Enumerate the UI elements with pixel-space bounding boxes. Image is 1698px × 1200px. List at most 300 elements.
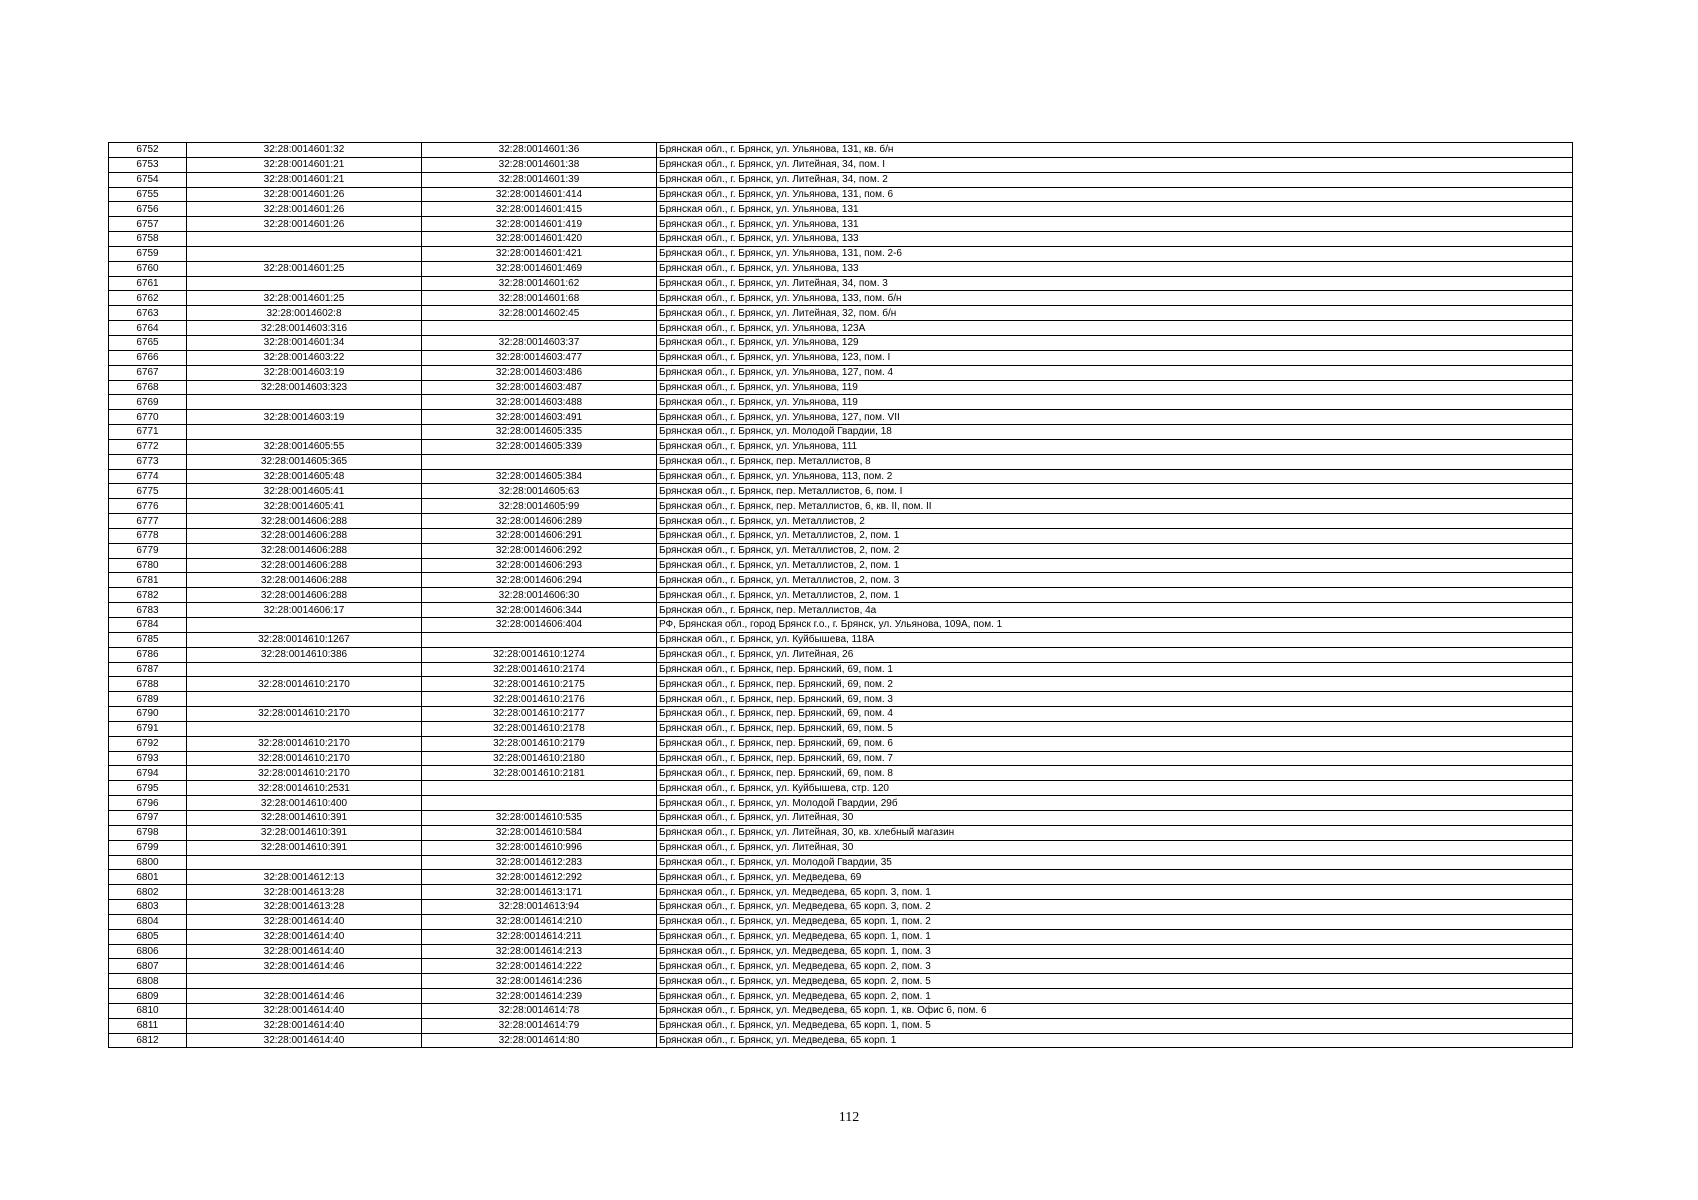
parent-cadastral-number-cell: 32:28:0014603:323 [187, 380, 422, 395]
row-number-cell: 6752 [109, 143, 187, 158]
address-cell: Брянская обл., г. Брянск, ул. Ульянова, 129 [657, 335, 1573, 350]
table-row [109, 143, 1573, 158]
table-row [109, 380, 1573, 395]
cadastral-number-cell: 32:28:0014601:68 [422, 291, 657, 306]
cadastral-number-cell: 32:28:0014605:384 [422, 469, 657, 484]
row-number-cell: 6788 [109, 677, 187, 692]
address-cell: Брянская обл., г. Брянск, ул. Ульянова, 123, пом. I [657, 350, 1573, 365]
table-row [109, 825, 1573, 840]
row-number-cell: 6803 [109, 900, 187, 915]
table-row [109, 796, 1573, 811]
row-number-cell: 6758 [109, 232, 187, 247]
cadastral-number-cell: 32:28:0014605:335 [422, 425, 657, 440]
cadastral-number-cell: 32:28:0014610:2176 [422, 692, 657, 707]
table-row [109, 291, 1573, 306]
table-row [109, 454, 1573, 469]
address-cell: Брянская обл., г. Брянск, пер. Брянский, 69, пом. 7 [657, 751, 1573, 766]
row-number-cell: 6754 [109, 172, 187, 187]
table-row [109, 870, 1573, 885]
parent-cadastral-number-cell: 32:28:0014614:40 [187, 1003, 422, 1018]
parent-cadastral-number-cell: 32:28:0014610:2170 [187, 766, 422, 781]
address-cell: Брянская обл., г. Брянск, ул. Медведева, 65 корп. 1, пом. 5 [657, 1018, 1573, 1033]
row-number-cell: 6776 [109, 499, 187, 514]
cadastral-number-cell: 32:28:0014610:2174 [422, 662, 657, 677]
parent-cadastral-number-cell: 32:28:0014610:391 [187, 840, 422, 855]
row-number-cell: 6798 [109, 825, 187, 840]
row-number-cell: 6812 [109, 1033, 187, 1048]
table-row [109, 751, 1573, 766]
row-number-cell: 6768 [109, 380, 187, 395]
table-row [109, 618, 1573, 633]
address-cell: Брянская обл., г. Брянск, ул. Медведева, 65 корп. 1 [657, 1033, 1573, 1048]
table-row [109, 425, 1573, 440]
parent-cadastral-number-cell: 32:28:0014601:25 [187, 291, 422, 306]
address-cell: Брянская обл., г. Брянск, ул. Литейная, 30 [657, 810, 1573, 825]
cadastral-number-cell: 32:28:0014610:2175 [422, 677, 657, 692]
table-row [109, 261, 1573, 276]
address-cell: Брянская обл., г. Брянск, ул. Медведева, 65 корп. 2, пом. 1 [657, 989, 1573, 1004]
address-cell: Брянская обл., г. Брянск, ул. Ульянова, 133 [657, 232, 1573, 247]
cadastral-number-cell: 32:28:0014612:283 [422, 855, 657, 870]
cadastral-number-cell [422, 454, 657, 469]
table-row [109, 632, 1573, 647]
table-row [109, 974, 1573, 989]
table-row [109, 647, 1573, 662]
address-cell: Брянская обл., г. Брянск, ул. Ульянова, 123А [657, 321, 1573, 336]
cadastral-number-cell: 32:28:0014606:404 [422, 618, 657, 633]
address-cell: Брянская обл., г. Брянск, ул. Металлистов, 2, пом. 1 [657, 558, 1573, 573]
row-number-cell: 6770 [109, 410, 187, 425]
parent-cadastral-number-cell [187, 662, 422, 677]
cadastral-number-cell: 32:28:0014610:2179 [422, 736, 657, 751]
cadastral-number-cell: 32:28:0014614:211 [422, 929, 657, 944]
row-number-cell: 6791 [109, 721, 187, 736]
table-row [109, 810, 1573, 825]
address-cell: Брянская обл., г. Брянск, ул. Ульянова, 131 [657, 217, 1573, 232]
address-cell: Брянская обл., г. Брянск, ул. Медведева, 65 корп. 3, пом. 2 [657, 900, 1573, 915]
table-row [109, 514, 1573, 529]
table-row [109, 989, 1573, 1004]
row-number-cell: 6789 [109, 692, 187, 707]
parent-cadastral-number-cell: 32:28:0014606:288 [187, 528, 422, 543]
table-row [109, 573, 1573, 588]
parent-cadastral-number-cell: 32:28:0014603:316 [187, 321, 422, 336]
address-cell: Брянская обл., г. Брянск, пер. Брянский, 69, пом. 8 [657, 766, 1573, 781]
row-number-cell: 6783 [109, 603, 187, 618]
table-row [109, 335, 1573, 350]
row-number-cell: 6761 [109, 276, 187, 291]
address-cell: Брянская обл., г. Брянск, пер. Брянский, 69, пом. 2 [657, 677, 1573, 692]
address-cell: Брянская обл., г. Брянск, ул. Ульянова, 127, пом. 4 [657, 365, 1573, 380]
cadastral-number-cell: 32:28:0014613:171 [422, 885, 657, 900]
table-row [109, 692, 1573, 707]
row-number-cell: 6775 [109, 484, 187, 499]
parent-cadastral-number-cell: 32:28:0014605:48 [187, 469, 422, 484]
cadastral-number-cell: 32:28:0014614:78 [422, 1003, 657, 1018]
parent-cadastral-number-cell: 32:28:0014601:21 [187, 157, 422, 172]
address-cell: Брянская обл., г. Брянск, ул. Литейная, 34, пом. I [657, 157, 1573, 172]
parent-cadastral-number-cell: 32:28:0014606:288 [187, 543, 422, 558]
parent-cadastral-number-cell [187, 618, 422, 633]
parent-cadastral-number-cell: 32:28:0014602:8 [187, 306, 422, 321]
parent-cadastral-number-cell: 32:28:0014614:46 [187, 959, 422, 974]
table-row [109, 944, 1573, 959]
table-row [109, 484, 1573, 499]
parent-cadastral-number-cell: 32:28:0014601:26 [187, 202, 422, 217]
table-row [109, 321, 1573, 336]
table-row [109, 410, 1573, 425]
table-row [109, 395, 1573, 410]
parent-cadastral-number-cell [187, 232, 422, 247]
address-cell: Брянская обл., г. Брянск, ул. Ульянова, 113, пом. 2 [657, 469, 1573, 484]
address-cell: Брянская обл., г. Брянск, ул. Металлистов, 2, пом. 2 [657, 543, 1573, 558]
table-row [109, 246, 1573, 261]
table-row [109, 677, 1573, 692]
cadastral-number-cell [422, 321, 657, 336]
table-row [109, 662, 1573, 677]
parent-cadastral-number-cell: 32:28:0014610:391 [187, 810, 422, 825]
cadastral-number-cell: 32:28:0014603:488 [422, 395, 657, 410]
cadastral-number-cell: 32:28:0014603:491 [422, 410, 657, 425]
cadastral-number-cell: 32:28:0014612:292 [422, 870, 657, 885]
address-cell: Брянская обл., г. Брянск, пер. Брянский, 69, пом. 5 [657, 721, 1573, 736]
table-row [109, 1003, 1573, 1018]
table-row [109, 707, 1573, 722]
parent-cadastral-number-cell [187, 721, 422, 736]
cadastral-number-cell: 32:28:0014614:239 [422, 989, 657, 1004]
cadastral-number-cell: 32:28:0014606:294 [422, 573, 657, 588]
parent-cadastral-number-cell: 32:28:0014614:40 [187, 1018, 422, 1033]
cadastral-number-cell: 32:28:0014606:30 [422, 588, 657, 603]
address-cell: Брянская обл., г. Брянск, ул. Ульянова, 131, пом. 6 [657, 187, 1573, 202]
cadastral-number-cell: 32:28:0014606:291 [422, 528, 657, 543]
address-cell: Брянская обл., г. Брянск, пер. Брянский, 69, пом. 6 [657, 736, 1573, 751]
address-cell: Брянская обл., г. Брянск, ул. Молодой Гвардии, 18 [657, 425, 1573, 440]
table-row [109, 439, 1573, 454]
address-cell: Брянская обл., г. Брянск, ул. Куйбышева, 118А [657, 632, 1573, 647]
cadastral-number-cell: 32:28:0014606:292 [422, 543, 657, 558]
row-number-cell: 6753 [109, 157, 187, 172]
table-row [109, 543, 1573, 558]
row-number-cell: 6769 [109, 395, 187, 410]
table-row [109, 781, 1573, 796]
parent-cadastral-number-cell: 32:28:0014610:2531 [187, 781, 422, 796]
row-number-cell: 6787 [109, 662, 187, 677]
table-row [109, 721, 1573, 736]
parent-cadastral-number-cell: 32:28:0014610:391 [187, 825, 422, 840]
parent-cadastral-number-cell: 32:28:0014610:2170 [187, 736, 422, 751]
parent-cadastral-number-cell: 32:28:0014606:288 [187, 558, 422, 573]
cadastral-number-cell: 32:28:0014610:1274 [422, 647, 657, 662]
parent-cadastral-number-cell: 32:28:0014610:2170 [187, 751, 422, 766]
address-cell: Брянская обл., г. Брянск, ул. Металлистов, 2, пом. 1 [657, 588, 1573, 603]
parent-cadastral-number-cell [187, 395, 422, 410]
parent-cadastral-number-cell [187, 246, 422, 261]
parent-cadastral-number-cell: 32:28:0014610:1267 [187, 632, 422, 647]
parent-cadastral-number-cell: 32:28:0014606:17 [187, 603, 422, 618]
row-number-cell: 6800 [109, 855, 187, 870]
cadastral-number-cell [422, 781, 657, 796]
parent-cadastral-number-cell: 32:28:0014612:13 [187, 870, 422, 885]
cadastral-number-cell: 32:28:0014610:2177 [422, 707, 657, 722]
row-number-cell: 6801 [109, 870, 187, 885]
cadastral-number-cell: 32:28:0014614:80 [422, 1033, 657, 1048]
table-row [109, 900, 1573, 915]
cadastral-number-cell: 32:28:0014602:45 [422, 306, 657, 321]
row-number-cell: 6804 [109, 914, 187, 929]
address-cell: Брянская обл., г. Брянск, ул. Ульянова, 119 [657, 380, 1573, 395]
row-number-cell: 6763 [109, 306, 187, 321]
address-cell: Брянская обл., г. Брянск, ул. Ульянова, 133 [657, 261, 1573, 276]
row-number-cell: 6767 [109, 365, 187, 380]
parent-cadastral-number-cell: 32:28:0014610:2170 [187, 707, 422, 722]
cadastral-number-cell: 32:28:0014601:38 [422, 157, 657, 172]
parent-cadastral-number-cell: 32:28:0014605:41 [187, 484, 422, 499]
parent-cadastral-number-cell: 32:28:0014606:288 [187, 514, 422, 529]
cadastral-number-cell: 32:28:0014605:63 [422, 484, 657, 499]
cadastral-number-cell [422, 632, 657, 647]
cadastral-number-cell: 32:28:0014601:419 [422, 217, 657, 232]
parent-cadastral-number-cell [187, 692, 422, 707]
table-row [109, 840, 1573, 855]
table-row [109, 766, 1573, 781]
table-row [109, 276, 1573, 291]
address-cell: Брянская обл., г. Брянск, пер. Брянский, 69, пом. 3 [657, 692, 1573, 707]
cadastral-number-cell: 32:28:0014601:469 [422, 261, 657, 276]
parent-cadastral-number-cell: 32:28:0014614:40 [187, 1033, 422, 1048]
table-row [109, 885, 1573, 900]
row-number-cell: 6774 [109, 469, 187, 484]
table-row [109, 528, 1573, 543]
row-number-cell: 6762 [109, 291, 187, 306]
cadastral-number-cell: 32:28:0014610:2181 [422, 766, 657, 781]
table-row [109, 736, 1573, 751]
table-row [109, 187, 1573, 202]
cadastral-number-cell: 32:28:0014603:487 [422, 380, 657, 395]
row-number-cell: 6778 [109, 528, 187, 543]
row-number-cell: 6779 [109, 543, 187, 558]
table-row [109, 558, 1573, 573]
row-number-cell: 6757 [109, 217, 187, 232]
table-row [109, 603, 1573, 618]
cadastral-number-cell: 32:28:0014613:94 [422, 900, 657, 915]
parent-cadastral-number-cell: 32:28:0014601:26 [187, 187, 422, 202]
parent-cadastral-number-cell: 32:28:0014603:22 [187, 350, 422, 365]
row-number-cell: 6797 [109, 810, 187, 825]
address-cell: Брянская обл., г. Брянск, ул. Медведева, 65 корп. 2, пом. 3 [657, 959, 1573, 974]
cadastral-number-cell: 32:28:0014610:584 [422, 825, 657, 840]
address-cell: Брянская обл., г. Брянск, ул. Медведева, 69 [657, 870, 1573, 885]
address-cell: Брянская обл., г. Брянск, ул. Ульянова, 119 [657, 395, 1573, 410]
address-cell: Брянская обл., г. Брянск, пер. Металлистов, 6, кв. II, пом. II [657, 499, 1573, 514]
row-number-cell: 6796 [109, 796, 187, 811]
row-number-cell: 6807 [109, 959, 187, 974]
address-cell: Брянская обл., г. Брянск, пер. Брянский, 69, пом. 1 [657, 662, 1573, 677]
address-cell: Брянская обл., г. Брянск, ул. Ульянова, 127, пом. VII [657, 410, 1573, 425]
table-row [109, 1018, 1573, 1033]
row-number-cell: 6771 [109, 425, 187, 440]
address-cell: Брянская обл., г. Брянск, ул. Медведева, 65 корп. 1, пом. 3 [657, 944, 1573, 959]
row-number-cell: 6795 [109, 781, 187, 796]
parent-cadastral-number-cell: 32:28:0014603:19 [187, 365, 422, 380]
row-number-cell: 6756 [109, 202, 187, 217]
cadastral-number-cell: 32:28:0014603:37 [422, 335, 657, 350]
address-cell: Брянская обл., г. Брянск, ул. Литейная, 30 [657, 840, 1573, 855]
address-cell: Брянская обл., г. Брянск, ул. Молодой Гвардии, 29б [657, 796, 1573, 811]
address-cell: Брянская обл., г. Брянск, пер. Брянский, 69, пом. 4 [657, 707, 1573, 722]
cadastral-number-cell: 32:28:0014614:236 [422, 974, 657, 989]
table-row [109, 172, 1573, 187]
row-number-cell: 6777 [109, 514, 187, 529]
address-cell: Брянская обл., г. Брянск, ул. Медведева, 65 корп. 1, пом. 1 [657, 929, 1573, 944]
cadastral-number-cell: 32:28:0014605:339 [422, 439, 657, 454]
cadastral-number-cell: 32:28:0014606:344 [422, 603, 657, 618]
cadastral-number-cell: 32:28:0014603:477 [422, 350, 657, 365]
row-number-cell: 6794 [109, 766, 187, 781]
address-cell: Брянская обл., г. Брянск, ул. Медведева, 65 корп. 2, пом. 5 [657, 974, 1573, 989]
address-cell: Брянская обл., г. Брянск, ул. Ульянова, 111 [657, 439, 1573, 454]
row-number-cell: 6809 [109, 989, 187, 1004]
cadastral-number-cell: 32:28:0014601:421 [422, 246, 657, 261]
row-number-cell: 6805 [109, 929, 187, 944]
page-number: 112 [838, 1110, 860, 1125]
parent-cadastral-number-cell: 32:28:0014601:32 [187, 143, 422, 158]
parent-cadastral-number-cell: 32:28:0014614:40 [187, 944, 422, 959]
parent-cadastral-number-cell [187, 276, 422, 291]
parent-cadastral-number-cell: 32:28:0014606:288 [187, 573, 422, 588]
table-row [109, 588, 1573, 603]
cadastral-number-cell: 32:28:0014601:420 [422, 232, 657, 247]
address-cell: Брянская обл., г. Брянск, пер. Металлистов, 4а [657, 603, 1573, 618]
parent-cadastral-number-cell [187, 855, 422, 870]
parent-cadastral-number-cell [187, 974, 422, 989]
table-row [109, 232, 1573, 247]
parent-cadastral-number-cell: 32:28:0014610:400 [187, 796, 422, 811]
parent-cadastral-number-cell: 32:28:0014601:26 [187, 217, 422, 232]
parent-cadastral-number-cell: 32:28:0014610:2170 [187, 677, 422, 692]
parent-cadastral-number-cell: 32:28:0014614:40 [187, 929, 422, 944]
address-cell: Брянская обл., г. Брянск, ул. Молодой Гвардии, 35 [657, 855, 1573, 870]
cadastral-number-cell [422, 796, 657, 811]
row-number-cell: 6784 [109, 618, 187, 633]
parent-cadastral-number-cell: 32:28:0014606:288 [187, 588, 422, 603]
cadastral-number-cell: 32:28:0014606:293 [422, 558, 657, 573]
cadastral-number-cell: 32:28:0014605:99 [422, 499, 657, 514]
parent-cadastral-number-cell: 32:28:0014613:28 [187, 900, 422, 915]
cadastral-number-cell: 32:28:0014610:2178 [422, 721, 657, 736]
cadastral-number-cell: 32:28:0014614:79 [422, 1018, 657, 1033]
registry-table [108, 142, 1573, 1048]
table-row [109, 202, 1573, 217]
cadastral-number-cell: 32:28:0014614:222 [422, 959, 657, 974]
row-number-cell: 6806 [109, 944, 187, 959]
table-row [109, 1033, 1573, 1048]
address-cell: Брянская обл., г. Брянск, ул. Медведева, 65 корп. 1, кв. Офис 6, пом. 6 [657, 1003, 1573, 1018]
parent-cadastral-number-cell: 32:28:0014605:41 [187, 499, 422, 514]
cadastral-number-cell: 32:28:0014610:535 [422, 810, 657, 825]
row-number-cell: 6782 [109, 588, 187, 603]
table-row [109, 217, 1573, 232]
address-cell: Брянская обл., г. Брянск, ул. Литейная, 32, пом. б/н [657, 306, 1573, 321]
address-cell: Брянская обл., г. Брянск, ул. Ульянова, 131, кв. б/н [657, 143, 1573, 158]
row-number-cell: 6786 [109, 647, 187, 662]
cadastral-number-cell: 32:28:0014601:39 [422, 172, 657, 187]
address-cell: Брянская обл., г. Брянск, ул. Металлистов, 2, пом. 1 [657, 528, 1573, 543]
parent-cadastral-number-cell: 32:28:0014605:365 [187, 454, 422, 469]
table-row [109, 959, 1573, 974]
parent-cadastral-number-cell [187, 425, 422, 440]
table-row [109, 914, 1573, 929]
cadastral-number-cell: 32:28:0014614:213 [422, 944, 657, 959]
parent-cadastral-number-cell: 32:28:0014603:19 [187, 410, 422, 425]
row-number-cell: 6773 [109, 454, 187, 469]
address-cell: Брянская обл., г. Брянск, ул. Ульянова, 131, пом. 2-6 [657, 246, 1573, 261]
parent-cadastral-number-cell: 32:28:0014601:25 [187, 261, 422, 276]
row-number-cell: 6799 [109, 840, 187, 855]
address-cell: Брянская обл., г. Брянск, ул. Литейная, 26 [657, 647, 1573, 662]
cadastral-number-cell: 32:28:0014606:289 [422, 514, 657, 529]
row-number-cell: 6792 [109, 736, 187, 751]
address-cell: Брянская обл., г. Брянск, ул. Ульянова, 131 [657, 202, 1573, 217]
row-number-cell: 6772 [109, 439, 187, 454]
row-number-cell: 6811 [109, 1018, 187, 1033]
address-cell: Брянская обл., г. Брянск, ул. Медведева, 65 корп. 3, пом. 1 [657, 885, 1573, 900]
table-row [109, 157, 1573, 172]
table-row [109, 855, 1573, 870]
address-cell: Брянская обл., г. Брянск, ул. Литейная, 34, пом. 3 [657, 276, 1573, 291]
parent-cadastral-number-cell: 32:28:0014601:21 [187, 172, 422, 187]
address-cell: Брянская обл., г. Брянск, ул. Литейная, 30, кв. хлебный магазин [657, 825, 1573, 840]
address-cell: Брянская обл., г. Брянск, ул. Литейная, 34, пом. 2 [657, 172, 1573, 187]
row-number-cell: 6793 [109, 751, 187, 766]
cadastral-number-cell: 32:28:0014601:414 [422, 187, 657, 202]
parent-cadastral-number-cell: 32:28:0014605:55 [187, 439, 422, 454]
address-cell: Брянская обл., г. Брянск, ул. Куйбышева, стр. 120 [657, 781, 1573, 796]
row-number-cell: 6810 [109, 1003, 187, 1018]
cadastral-number-cell: 32:28:0014610:2180 [422, 751, 657, 766]
row-number-cell: 6755 [109, 187, 187, 202]
parent-cadastral-number-cell: 32:28:0014614:46 [187, 989, 422, 1004]
row-number-cell: 6764 [109, 321, 187, 336]
row-number-cell: 6802 [109, 885, 187, 900]
row-number-cell: 6765 [109, 335, 187, 350]
table-row [109, 306, 1573, 321]
row-number-cell: 6759 [109, 246, 187, 261]
address-cell: Брянская обл., г. Брянск, ул. Ульянова, 133, пом. б/н [657, 291, 1573, 306]
cadastral-number-cell: 32:28:0014614:210 [422, 914, 657, 929]
table-row [109, 365, 1573, 380]
parent-cadastral-number-cell: 32:28:0014601:34 [187, 335, 422, 350]
row-number-cell: 6808 [109, 974, 187, 989]
row-number-cell: 6785 [109, 632, 187, 647]
cadastral-number-cell: 32:28:0014603:486 [422, 365, 657, 380]
parent-cadastral-number-cell: 32:28:0014613:28 [187, 885, 422, 900]
parent-cadastral-number-cell: 32:28:0014614:40 [187, 914, 422, 929]
row-number-cell: 6790 [109, 707, 187, 722]
cadastral-number-cell: 32:28:0014610:996 [422, 840, 657, 855]
address-cell: Брянская обл., г. Брянск, пер. Металлистов, 6, пом. I [657, 484, 1573, 499]
cadastral-number-cell: 32:28:0014601:36 [422, 143, 657, 158]
table-row [109, 350, 1573, 365]
cadastral-number-cell: 32:28:0014601:62 [422, 276, 657, 291]
address-cell: Брянская обл., г. Брянск, ул. Металлистов, 2 [657, 514, 1573, 529]
table-row [109, 929, 1573, 944]
row-number-cell: 6780 [109, 558, 187, 573]
table-row [109, 469, 1573, 484]
row-number-cell: 6781 [109, 573, 187, 588]
parent-cadastral-number-cell: 32:28:0014610:386 [187, 647, 422, 662]
registry-table-body [109, 143, 1573, 1048]
